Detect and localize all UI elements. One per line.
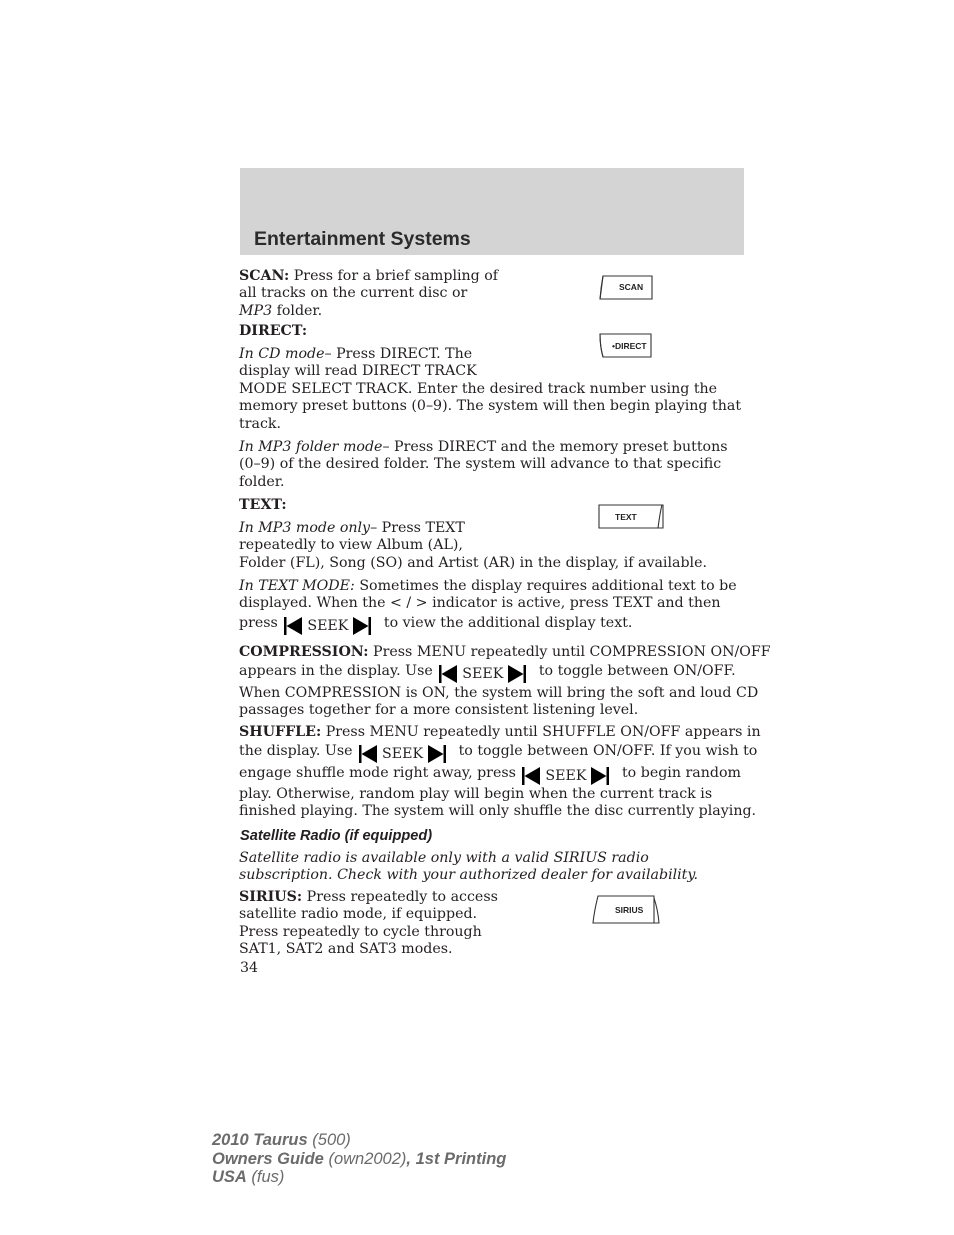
text-key-label: TEXT [615, 512, 637, 522]
text-mode-paragraph: In TEXT MODE: Sometimes the display requires additional text to be displayed. When the < / > indicator is active, press TEXT and then [239, 578, 737, 612]
footer-line1: 2010 Taurus (500) [212, 1131, 351, 1149]
seek-forward-icon [353, 617, 371, 635]
shuffle-description: play. Otherwise, random play will begin when the current track is finished playing. The system will only shuffle the disc currently playing. [239, 786, 757, 820]
seek-forward-icon [428, 745, 446, 763]
shuffle-label: SHUFFLE: [239, 724, 322, 740]
scan-label: SCAN: [239, 268, 290, 284]
text-label-line [239, 497, 287, 514]
seek-back-icon [284, 617, 302, 635]
section-header [240, 168, 744, 255]
document-footer [212, 1131, 506, 1187]
direct-label: DIRECT: [239, 323, 308, 339]
sirius-paragraph: SIRIUS: Press repeatedly to access satellite radio mode, if equipped. Press repeatedly to cycle through SAT1, SAT2 and SAT3 modes. [239, 889, 498, 958]
shuffle-seek-line2: engage shuffle mode right away, press SEEK to begin random [239, 765, 741, 784]
seek-control: SEEK [522, 767, 609, 785]
shuffle-line1: SHUFFLE: Press MENU repeatedly until SHUFFLE ON/OFF appears in [239, 724, 761, 740]
text-mp3-paragraph: In MP3 mode only– Press TEXT repeatedly to view Album (AL), Folder (FL), Song (SO) and Artist (AR) in the display, if available. [239, 520, 707, 571]
direct-cd-paragraph: In CD mode– Press DIRECT. The display will read DIRECT TRACK MODE SELECT TRACK. Enter the desired track number using the memory preset buttons (0–9). The system will then begin playing that track. [239, 346, 742, 432]
seek-control: SEEK [284, 617, 371, 635]
text-mode-seek-line: press SEEK to view the additional display text. [239, 615, 633, 634]
seek-control: SEEK [359, 745, 446, 763]
direct-label-line [239, 323, 307, 340]
direct-key-label: •DIRECT [612, 341, 647, 351]
direct-button-icon [597, 333, 653, 359]
shuffle-seek-line1: the display. Use SEEK to toggle between ON/OFF. If you wish to [239, 743, 758, 762]
satellite-radio-heading: Satellite Radio (if equipped) [240, 828, 433, 844]
footer-line2: Owners Guide (own2002), 1st Printing [212, 1149, 507, 1168]
text-label: TEXT: [239, 497, 287, 513]
scan-key-label: SCAN [619, 282, 644, 292]
compression-seek-line: appears in the display. Use SEEK to toggle between ON/OFF. [239, 663, 736, 682]
text-button-icon [598, 504, 666, 530]
seek-control: SEEK [439, 665, 526, 683]
compression-description: When COMPRESSION is ON, the system will bring the soft and loud CD passages together for a more consistent listening level. [239, 685, 759, 719]
compression-label: COMPRESSION: [239, 644, 369, 660]
satellite-note: Satellite radio is available only with a valid SIRIUS radio subscription. Check with your authorized dealer for availability. [239, 850, 699, 884]
page-number: 34 [240, 960, 259, 976]
section-title: Entertainment Systems [254, 228, 471, 250]
scan-button-icon [598, 275, 654, 301]
sirius-label: SIRIUS: [239, 889, 303, 905]
seek-back-icon [439, 665, 457, 683]
compression-line1: COMPRESSION: Press MENU repeatedly until COMPRESSION ON/OFF [239, 644, 771, 660]
seek-back-icon [522, 767, 540, 785]
sirius-key-label: SIRIUS [615, 905, 644, 915]
direct-mp3-paragraph: In MP3 folder mode– Press DIRECT and the memory preset buttons (0–9) of the desired folder. The system will advance to that specific folder. [239, 439, 728, 490]
scan-paragraph: SCAN: Press for a brief sampling of all tracks on the current disc or MP3 folder. [239, 268, 499, 319]
footer-line3: USA (fus) [212, 1168, 285, 1186]
seek-back-icon [359, 745, 377, 763]
sirius-button-icon [592, 895, 662, 925]
seek-forward-icon [508, 665, 526, 683]
seek-forward-icon [591, 767, 609, 785]
